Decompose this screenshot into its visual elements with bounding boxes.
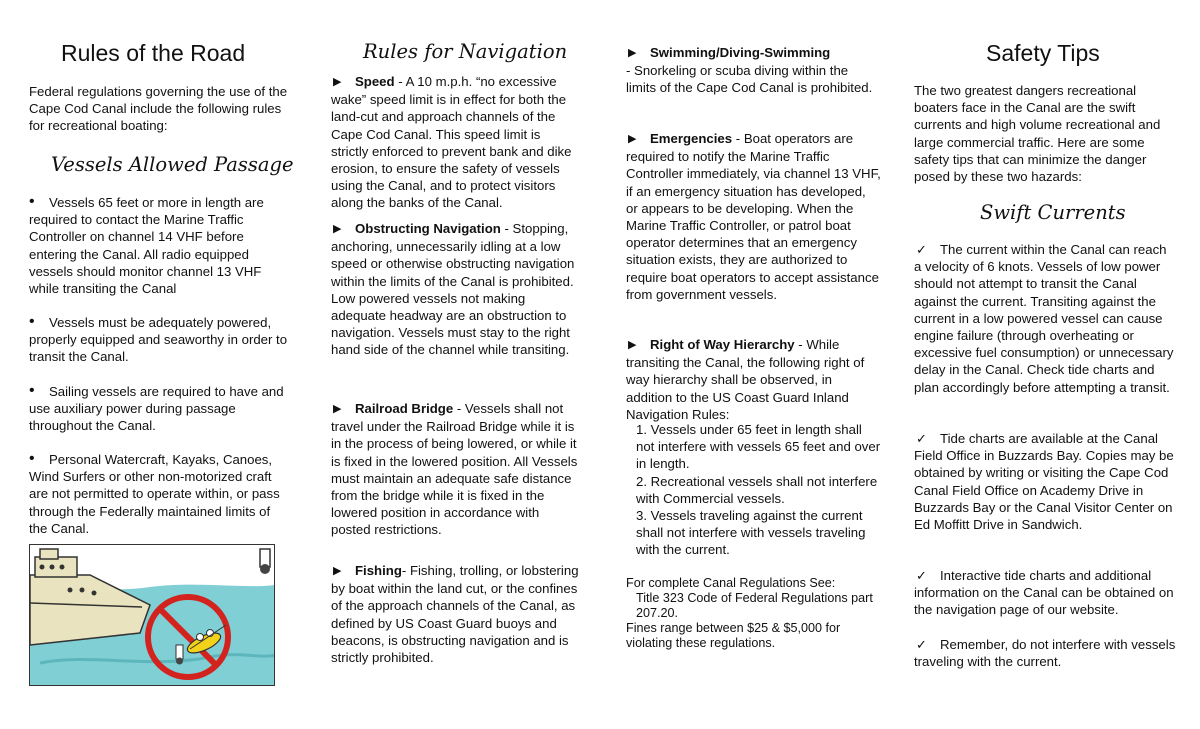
nav-rule-fishing: ▶ Fishing- Fishing, trolling, or lobstering by boat within the land cut, or the confines of the approach channels of the Canal, as defined by US Coast Guard buoys and beacons, is obstructing navigation and is strictly prohibited. [331, 563, 579, 666]
buoy-icon [260, 549, 270, 574]
arrow-bullet-icon: ▶ [628, 133, 637, 145]
hierarchy-item-2: 2. Recreational vessels shall not interfere with Commercial vessels. [636, 474, 878, 507]
rule-heading: Right of Way Hierarchy [650, 337, 795, 352]
rules-intro: Federal regulations governing the use of the Cape Cod Canal include the following rules for recreational boating: [29, 84, 288, 134]
rule-heading: Obstructing Navigation [355, 221, 501, 236]
vessels-allowed-subtitle: Vessels Allowed Passage [51, 153, 294, 176]
checkmark-icon: ✓ [916, 568, 927, 583]
safety-tip-1: ✓ The current within the Canal can reach a velocity of 6 knots. Vessels of low power should not attempt to transit the Canal against the current. Transiting against the current in a low powered vessel can cause engine failure (through overheating or excessive fuel consumption) or unnecessary delay in the Canal. Check tide charts and plan accordingly before attempting a transit. [914, 242, 1174, 395]
rule-heading: Railroad Bridge [355, 401, 454, 416]
vessel-rule-1: • Vessels 65 feet or more in length are required to contact the Marine Traffic Controller on channel 14 VHF before entering the Canal. All radio equipped vessels should monitor channel 13 VHF while transiting the Canal [29, 193, 264, 297]
arrow-bullet-icon: ▶ [333, 403, 342, 415]
safety-tip-4: ✓ Remember, do not interfere with vessels traveling with the current. [914, 637, 1176, 670]
safety-intro: The two greatest dangers recreational boaters face in the Canal are the swift currents and high volume recreational and large commercial traffic. Here are some safety tips that can minimize the danger posed by these two hazards: [914, 83, 1161, 185]
arrow-bullet-icon: ▶ [628, 339, 637, 351]
regs-citation: Title 323 Code of Federal Regulations part 207.20. [636, 591, 873, 620]
swift-currents-subtitle: Swift Currents [980, 201, 1126, 224]
nav-rule-emergencies: ▶ Emergencies - Boat operators are required to notify the Marine Traffic Controller immediately, via channel 13 VHF, if an emergency situation has developed, or appears to be developing. When the Marine Traffic Controller, or patrol boat operator determines that an emergency situation exists, they are authorized to require boat operators to accept assistance from government vessels. [626, 131, 881, 302]
nav-rule-obstructing: ▶ Obstructing Navigation - Stopping, anchoring, unnecessarily idling at a low speed or otherwise obstructing navigation within the limits of the Canal is prohibited. Low powered vessels not making adequate headway are an obstruction to navigation. Vessels must stay to the right hand side of the channel while transiting. [331, 221, 575, 358]
nav-rule-swimming: ▶ Swimming/Diving-Swimming - Snorkeling or scuba diving within the limits of the Cape Cod Canal is prohibited. [626, 45, 873, 96]
fines-note: Fines range between $25 & $5,000 for violating these regulations. [626, 621, 841, 650]
arrow-bullet-icon: ▶ [333, 76, 342, 88]
arrow-bullet-icon: ▶ [333, 223, 342, 235]
vessel-rule-3: • Sailing vessels are required to have and use auxiliary power during passage throughout the Canal. [29, 382, 284, 434]
hierarchy-item-1: 1. Vessels under 65 feet in length shall not interfere with vessels 65 feet and over in length. [636, 422, 881, 472]
safety-tip-3: ✓ Interactive tide charts and additional information on the Canal can be obtained on the navigation page of our website. [914, 568, 1174, 618]
arrow-bullet-icon: ▶ [628, 47, 637, 59]
vessel-rule-4: • Personal Watercraft, Kayaks, Canoes, Wind Surfers or other non-motorized craft are not permitted to operate within, or pass through the Federally maintained limits of the Canal. [29, 450, 280, 536]
vessel-rule-2: • Vessels must be adequately powered, properly equipped and seaworthy in order to transit the Canal. [29, 313, 288, 365]
bullet-icon: • [29, 382, 35, 399]
rule-heading: Fishing [355, 563, 402, 578]
bullet-icon: • [29, 450, 35, 467]
checkmark-icon: ✓ [916, 431, 927, 446]
rule-heading: Emergencies [650, 131, 733, 146]
nav-rule-railroad-bridge: ▶ Railroad Bridge - Vessels shall not travel under the Railroad Bridge while it is in the process of being lowered, or while it is fixed in the lowered position. All Vessels must maintain an adequate safe distance from the bridge while it is fixed in the lowered position in accordance with posted restrictions. [331, 401, 578, 538]
ship-icon [30, 549, 150, 645]
canal-prohibition-graphic [30, 545, 275, 686]
bullet-icon: • [29, 193, 35, 210]
rule-heading: Swimming/Diving-Swimming [650, 45, 831, 60]
arrow-bullet-icon: ▶ [333, 565, 342, 577]
rules-of-road-title: Rules of the Road [61, 40, 246, 66]
hierarchy-item-3: 3. Vessels traveling against the current shall not interfere with vessels traveling with the current. [636, 508, 866, 558]
safety-tips-title: Safety Tips [986, 40, 1100, 66]
checkmark-icon: ✓ [916, 637, 927, 652]
checkmark-icon: ✓ [916, 242, 927, 257]
regs-label: For complete Canal Regulations See: [626, 576, 836, 590]
safety-tip-2: ✓ Tide charts are available at the Canal Field Office in Buzzards Bay. Copies may be obtained by writing or visiting the Cape Cod Canal Field Office on Academy Drive in Buzzards Bay or the Canal Visitor Center on Ed Moffitt Drive in Sandwich. [914, 431, 1174, 533]
bullet-icon: • [29, 313, 35, 330]
regulations-reference [626, 576, 881, 651]
navigation-title: Rules for Navigation [363, 40, 568, 63]
no-small-craft-illustration [29, 544, 275, 686]
rule-heading: Speed [355, 74, 395, 89]
nav-rule-speed: ▶ Speed - A 10 m.p.h. “no excessive wake” speed limit is in effect for both the land-cut and approach channels of the Cape Cod Canal. This speed limit is strictly enforced to prevent bank and dike erosion, to ensure the safety of vessels using the Canal, and to protect visitors along the banks of the Canal. [331, 74, 572, 211]
nav-rule-right-of-way: ▶ Right of Way Hierarchy - While transiting the Canal, the following right of way hierarchy shall be observed, in addition to the US Coast Guard Inland Navigation Rules: [626, 337, 865, 422]
